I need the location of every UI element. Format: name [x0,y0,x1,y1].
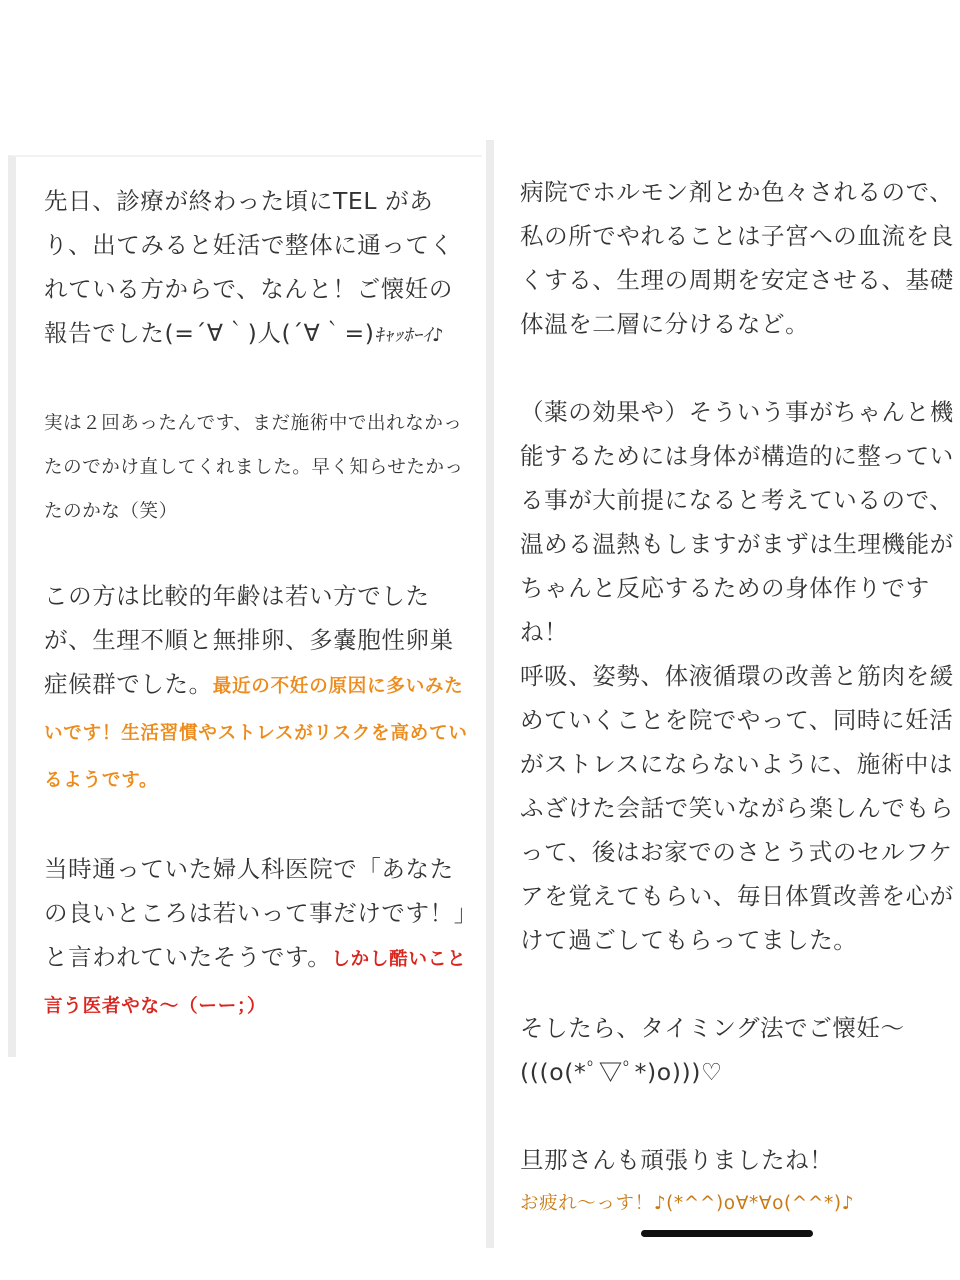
right-article-column [486,140,956,1248]
paragraph-timing-method: そしたら、タイミング法でご懐妊〜(((o(*ﾟ▽ﾟ*)o)))♡ [520,1014,905,1086]
left-article-column [8,155,482,1057]
doctor-comment-highlight: しかし酷いこと言う医者やな〜（ーー；） [44,949,467,1017]
patient-condition-text: この方は比較的年齢は若い方でしたが、生理不順と無排卵、多嚢胞性卵巣症候群でした。 [44,582,454,698]
cheer-text: ｷｬｯﾎｰｲ♪ [374,325,445,346]
paragraph-husband: 旦那さんも頑張りましたね！ [520,1146,834,1174]
paragraph-good-work: お疲れ〜っす！♪(*^^)o∀*∀o(^^*)♪ [520,1193,855,1214]
paragraph-body-structure: （薬の効果や）そういう事がちゃんと機能するためには身体が構造的に整っている事が大前提になると考えているので、温める温熱もしますがまずは生理機能がちゃんと反応するための身体作りですね！ [520,398,954,646]
home-indicator[interactable] [641,1230,813,1237]
paragraph-doctor-comment [44,847,472,1029]
paragraph-patient-condition [44,574,472,803]
paragraph-called-twice: 実は２回あったんです、まだ施術中で出れなかったのでかけ直してくれました。早く知らせたかったのかな（笑） [44,413,464,522]
paragraph-pregnancy-report [44,179,472,358]
paragraph-treatment-approach: 呼吸、姿勢、体液循環の改善と筋肉を緩めていくことを院でやって、同時に妊活がストレスにならないように、施術中はふざけた会話で笑いながら楽しんでもらって、後はお家でのさとう式のセルフケアを覚えてもらい、毎日体質改善を心がけて過ごしてもらってました。 [520,662,954,954]
infertility-cause-highlight: 最近の不妊の原因に多いみたいです！生活習慣やストレスがリスクを高めているようです。 [44,676,468,791]
doctor-comment-text: 当時通っていた婦人科医院で「あなたの良いところは若いって事だけです！」と言われていたそうです。 [44,855,467,971]
pregnancy-report-text: 先日、診療が終わった頃にTEL があり、出てみると妊活で整体に通ってくれている方からで、なんと！ご懐妊の報告でした(=´∀｀)人(´∀｀=) [44,187,454,347]
paragraph-hospital-treatment: 病院でホルモン剤とか色々されるので、私の所でやれることは子宮への血流を良くする、生理の周期を安定させる、基礎体温を二層に分けるなど。 [520,178,954,338]
